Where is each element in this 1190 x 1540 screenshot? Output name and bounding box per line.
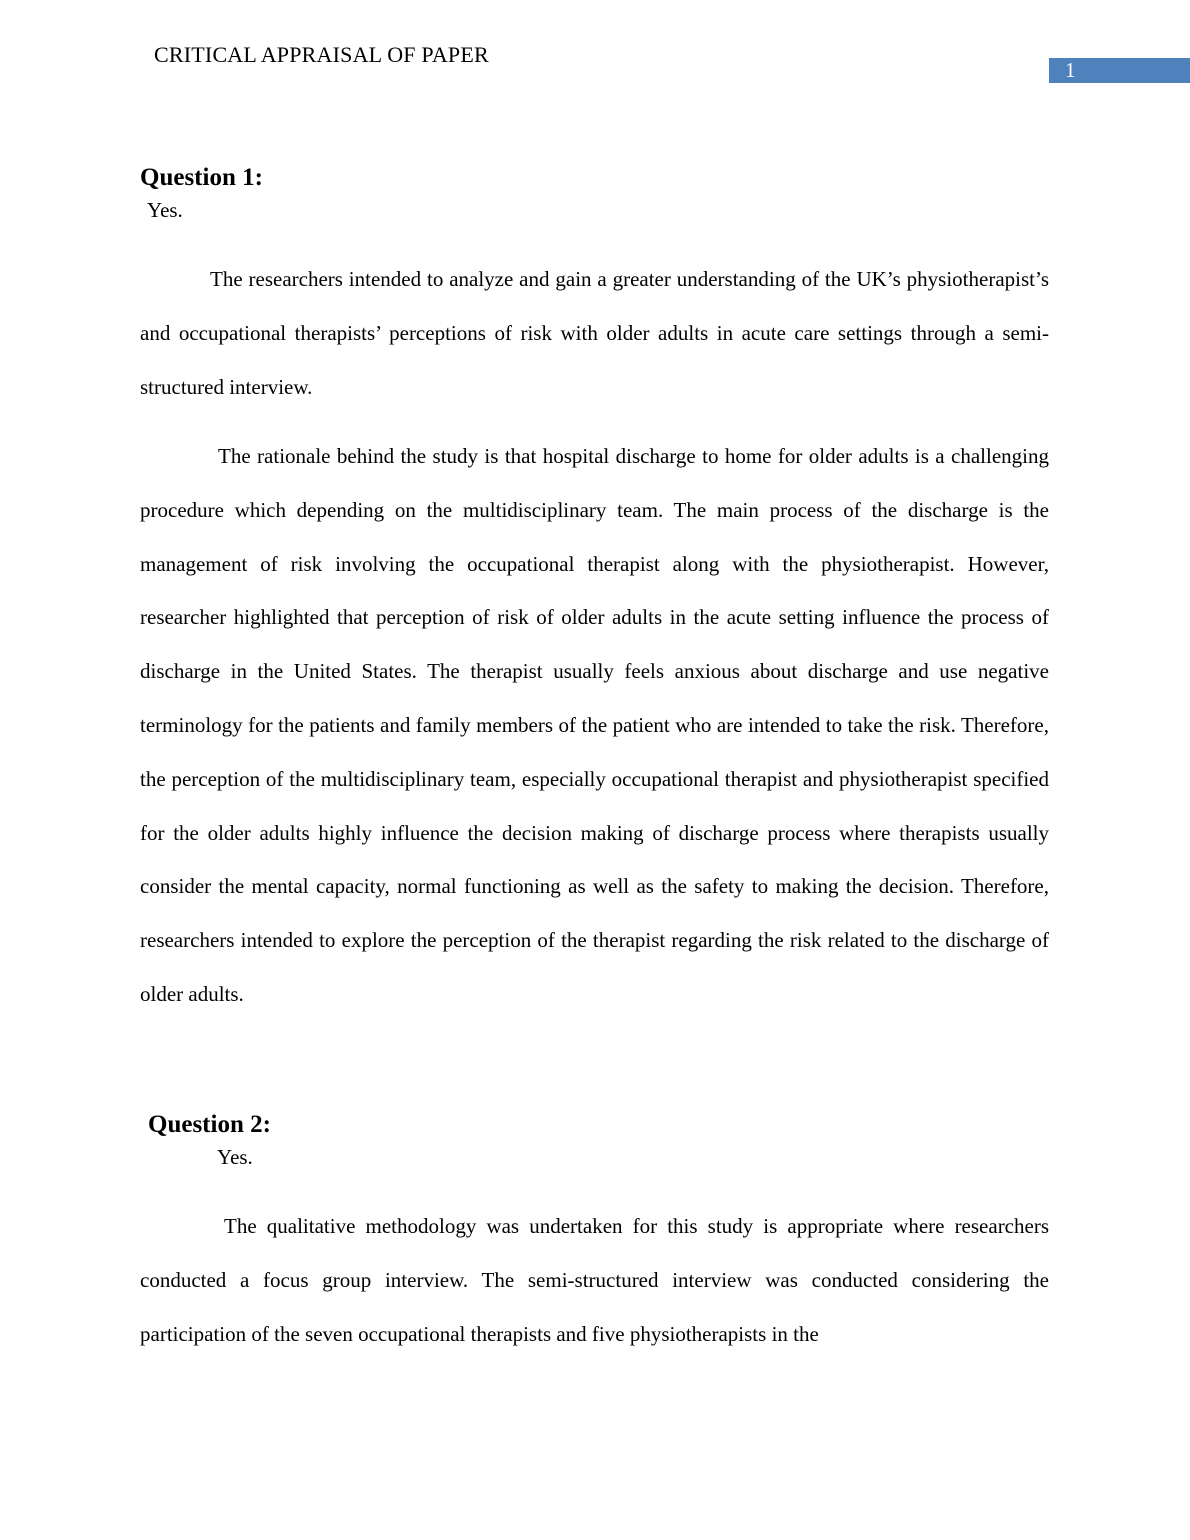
question-1-answer: Yes. — [147, 198, 183, 222]
question-1-paragraph-1: The researchers intended to analyze and gain a greater understanding of the UK’s physiotherapist’s and occupational therapists’ perceptions of risk with older adults in acute care settings through a semi-structured interview. — [140, 267, 1049, 399]
question-2-paragraph-1: The qualitative methodology was undertaken for this study is appropriate where researchers conducted a focus group interview. The semi-structured interview was conducted considering the participation of the seven occupational therapists and five physiotherapists in the — [140, 1214, 1049, 1346]
question-1-heading: Question 1: — [140, 164, 263, 191]
question-2-answer: Yes. — [217, 1145, 253, 1169]
page-number-bar — [1049, 58, 1190, 83]
page-number: 1 — [1065, 58, 1076, 82]
running-head: CRITICAL APPRAISAL OF PAPER — [154, 42, 489, 67]
question-2-heading: Question 2: — [148, 1111, 271, 1138]
question-1-paragraph-2: The rationale behind the study is that hospital discharge to home for older adults is a challenging procedure which depending on the multidisciplinary team. The main process of the discharge is the management of risk involving the occupational therapist along with the physiotherapist. However, researcher highlighted that perception of risk of older adults in the acute setting influence the process of discharge in the United States. The therapist usually feels anxious about discharge and use negative terminology for the patients and family members of the patient who are intended to take the risk. Therefore, the perception of the multidisciplinary team, especially occupational therapist and physiotherapist specified for the older adults highly influence the decision making of discharge process where therapists usually consider the mental capacity, normal functioning as well as the safety to making the decision. Therefore, researchers intended to explore the perception of the therapist regarding the risk related to the discharge of older adults. — [140, 444, 1049, 1006]
